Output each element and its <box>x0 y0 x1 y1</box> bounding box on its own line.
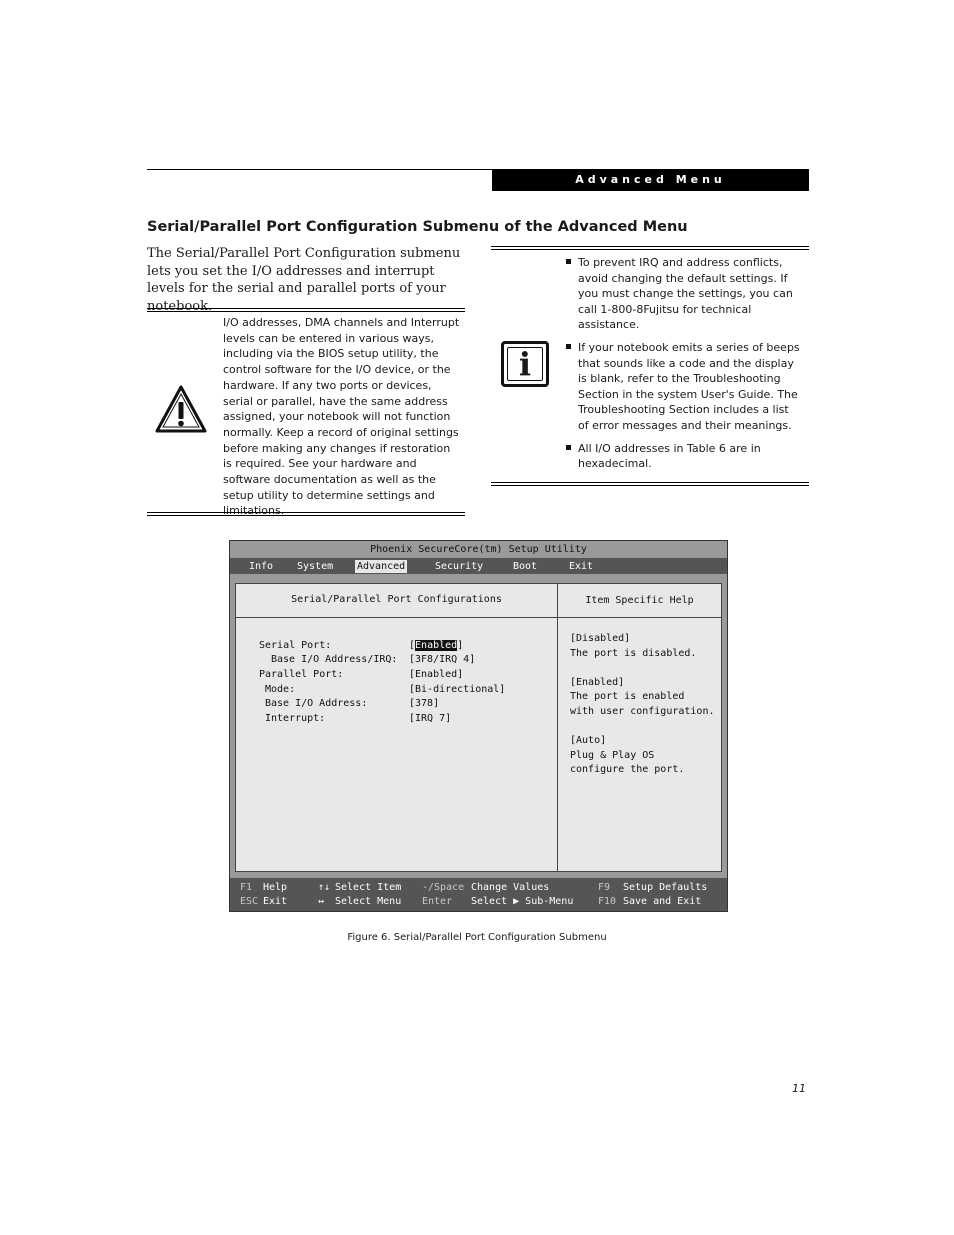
footer-desc: Help <box>263 882 288 893</box>
info-bottom-rule <box>491 482 809 486</box>
bios-menu-exit[interactable]: Exit <box>569 561 594 572</box>
footer-desc: Exit <box>263 896 288 907</box>
footer-key: ↔ <box>318 896 325 907</box>
bios-footer <box>230 878 727 911</box>
footer-desc: Save and Exit <box>623 896 702 907</box>
footer-key: Enter <box>422 896 453 907</box>
intro-paragraph: The Serial/Parallel Port Configuration submenu lets you set the I/O addresses and interrupt levels for the serial and parallel ports of your notebook. <box>147 246 461 314</box>
caution-text: I/O addresses, DMA channels and Interrupt levels can be entered in various ways, including via the BIOS setup utility, the control software for the I/O device, or the hardware. If any two ports or devices, serial or parallel, have the same address assigned, your notebook will not function normally. Keep a record of original settings before making any changes if restoration is required. See your hardware and software documentation as well as the setup utility to determine settings and limitations. <box>223 316 460 518</box>
info-note: All I/O addresses in Table 6 are in hexadecimal. <box>566 441 802 472</box>
bios-value-mode[interactable]: [Bi-directional] <box>409 684 506 695</box>
panel-divider <box>557 584 558 871</box>
bios-menu-system[interactable]: System <box>297 561 334 572</box>
info-note: If your notebook emits a series of beeps that sounds like a code and the display is blank, refer to the Troubleshooting Section in the system User's Guide. The Troubleshooting Section includes a list of error messages and their meanings. <box>566 340 802 434</box>
bios-value-serial-port[interactable]: [Enabled] <box>409 640 464 651</box>
bios-main-panel <box>235 583 722 872</box>
info-notes <box>566 255 802 479</box>
footer-key: ↑↓ <box>318 882 331 893</box>
info-icon <box>501 341 549 387</box>
bios-menubar <box>230 558 727 574</box>
bullet-icon <box>566 259 571 264</box>
bios-menu-boot[interactable]: Boot <box>513 561 538 572</box>
footer-key: -/Space <box>422 882 465 893</box>
bios-menu-info[interactable]: Info <box>249 561 274 572</box>
footer-desc: Select Item <box>335 882 402 893</box>
section-header-band <box>492 169 809 191</box>
bios-help-text: [Disabled] The port is disabled. [Enabled] The port is enabled with user configuration. [Auto] Plug & Play OS configure the port. <box>570 633 715 776</box>
panel-header-rule <box>236 617 721 618</box>
bullet-icon <box>566 344 571 349</box>
footer-desc: Select ▶ Sub-Menu <box>471 896 574 907</box>
section-header-label: Advanced Menu <box>575 173 726 186</box>
bios-value-interrupt[interactable]: [IRQ 7] <box>409 713 452 724</box>
bios-label-parallel-port: Parallel Port: <box>259 669 344 680</box>
bios-label-interrupt: Interrupt: <box>265 713 326 724</box>
page-number: 11 <box>792 1082 806 1095</box>
bios-label-base-io: Base I/O Address: <box>265 698 368 709</box>
bios-setup-screen <box>229 540 728 912</box>
info-note: To prevent IRQ and address conflicts, avoid changing the default settings. If you must change the settings, you can call 1-800-8Fujitsu for technical assistance. <box>566 255 802 333</box>
caution-top-rule <box>147 308 465 312</box>
header-rule <box>147 169 493 170</box>
figure-caption: Figure 6. Serial/Parallel Port Configuration Submenu <box>347 932 607 943</box>
footer-key: F10 <box>598 896 617 907</box>
info-glyph: i <box>518 345 532 383</box>
footer-desc: Change Values <box>471 882 550 893</box>
footer-key: F1 <box>240 882 253 893</box>
bios-value-base-io[interactable]: [378] <box>409 698 440 709</box>
bios-value-parallel-port[interactable]: [Enabled] <box>409 669 464 680</box>
caution-bottom-rule <box>147 512 465 516</box>
info-top-rule <box>491 246 809 250</box>
bios-label-base-io-irq: Base I/O Address/IRQ: <box>271 654 398 665</box>
bios-title: Phoenix SecureCore(tm) Setup Utility <box>370 544 587 555</box>
section-title: Serial/Parallel Port Configuration Submenu of the Advanced Menu <box>147 219 688 235</box>
footer-desc: Select Menu <box>335 896 402 907</box>
bios-menu-security[interactable]: Security <box>435 561 484 572</box>
selected-value: Enabled <box>415 640 458 651</box>
bios-menu-advanced[interactable]: Advanced <box>357 561 406 572</box>
bios-label-mode: Mode: <box>265 684 296 695</box>
footer-desc: Setup Defaults <box>623 882 708 893</box>
bios-panel-title: Serial/Parallel Port Configurations <box>291 594 502 605</box>
bullet-icon <box>566 445 571 450</box>
bios-value-base-io-irq[interactable]: [3F8/IRQ 4] <box>409 654 476 665</box>
bios-label-serial-port: Serial Port: <box>259 640 332 651</box>
warning-triangle-icon <box>154 384 208 434</box>
footer-key: ESC <box>240 896 259 907</box>
footer-key: F9 <box>598 882 611 893</box>
bios-help-title: Item Specific Help <box>585 595 694 606</box>
